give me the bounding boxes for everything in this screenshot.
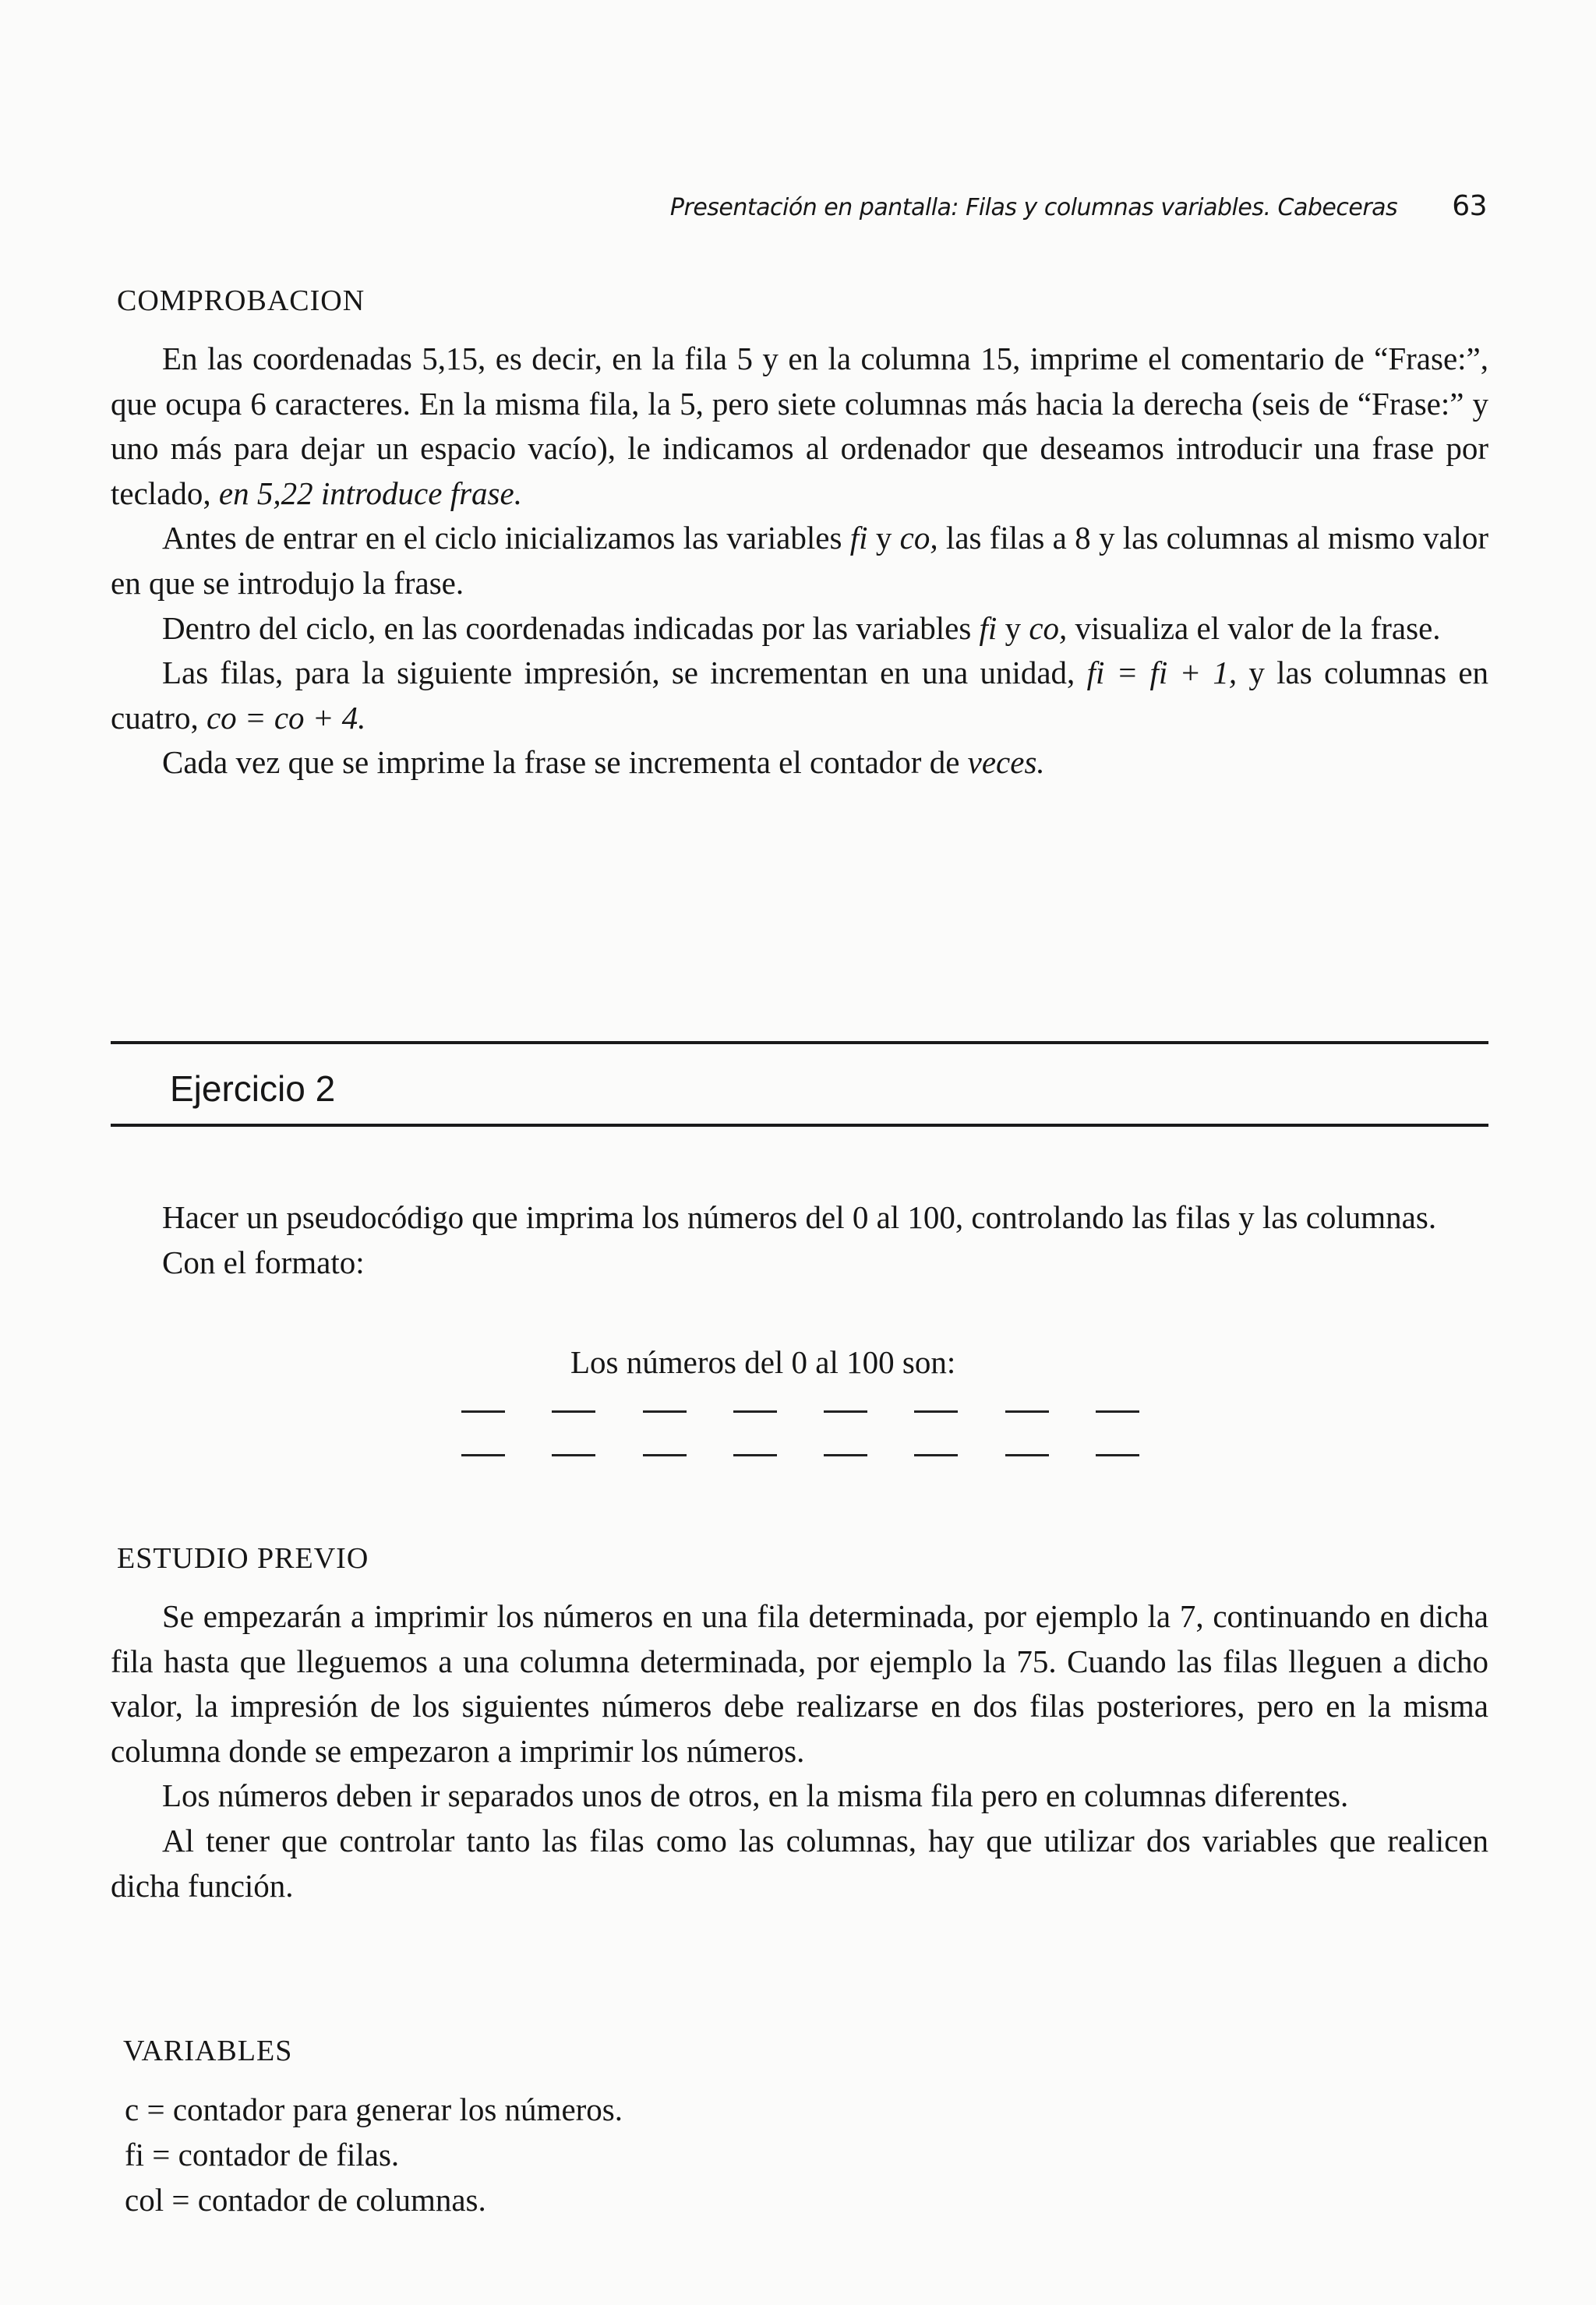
number-blank	[461, 1454, 505, 1456]
number-blank	[914, 1410, 958, 1413]
number-blank	[1096, 1454, 1139, 1456]
number-blank	[914, 1454, 958, 1456]
variable-item: fi = contador de filas.	[125, 2137, 400, 2173]
number-blank	[643, 1410, 687, 1413]
number-blank	[461, 1410, 505, 1413]
estudio-previo-heading: ESTUDIO PREVIO	[117, 1542, 369, 1575]
comprobacion-paragraph-1: En las coordenadas 5,15, es decir, en la fila 5 y en la columna 15, imprime el comentario de “Frase:”, que ocupa 6 caracteres. En la misma fila, la 5, pero siete columnas más hacia la derecha (seis de “Frase:” y uno más para dejar un espacio vacío), le indicamos al ordenador que deseamos introducir una frase por teclado, en 5,22 introduce frase.	[111, 341, 1488, 511]
number-blank	[643, 1454, 687, 1456]
number-blank	[824, 1410, 867, 1413]
page-number: 63	[1452, 190, 1487, 222]
number-blank	[1005, 1410, 1049, 1413]
estudio-paragraph-2: Los números deben ir separados unos de otros, en la misma fila pero en columnas diferentes.	[162, 1777, 1349, 1814]
number-blank	[733, 1454, 777, 1456]
format-title: Los números del 0 al 100 son:	[570, 1344, 956, 1380]
exercise-intro: Hacer un pseudocódigo que imprima los números del 0 al 100, controlando las filas y las columnas.	[162, 1199, 1437, 1235]
exercise-bottom-rule	[111, 1124, 1488, 1127]
exercise-title: Ejercicio 2	[170, 1068, 336, 1109]
estudio-paragraph-1: Se empezarán a imprimir los números en una fila determinada, por ejemplo la 7, continuando en dicha fila hasta que lleguemos a una columna determinada, por ejemplo la 75. Cuando las filas lleguen a dicho valor, la impresión de los siguientes números debe realizarse en dos filas posteriores, pero en la misma columna donde se empezaron a imprimir los números.	[111, 1598, 1488, 1769]
running-title: Presentación en pantalla: Filas y columnas variables. Cabeceras	[669, 194, 1398, 221]
number-blank	[733, 1410, 777, 1413]
number-blank	[1005, 1454, 1049, 1456]
estudio-paragraph-3: Al tener que controlar tanto las filas como las columnas, hay que utilizar dos variables que realicen dicha función.	[111, 1822, 1488, 1904]
number-blank	[1096, 1410, 1139, 1413]
estudio-previo-body	[111, 1594, 1488, 1908]
comprobacion-body	[111, 337, 1488, 785]
blank-row	[461, 1454, 1139, 1456]
comprobacion-paragraph-2: Antes de entrar en el ciclo inicializamos las variables fi y co, las filas a 8 y las columnas al mismo valor en que se introdujo la frase.	[111, 520, 1489, 601]
comprobacion-paragraph-5: Cada vez que se imprime la frase se incrementa el contador de veces.	[162, 744, 1045, 781]
running-header	[0, 190, 1487, 222]
blank-row	[461, 1410, 1139, 1413]
number-blank	[824, 1454, 867, 1456]
comprobacion-heading: COMPROBACION	[117, 284, 365, 317]
variables-list	[125, 2087, 623, 2222]
number-blank	[552, 1454, 595, 1456]
number-blank	[552, 1410, 595, 1413]
comprobacion-paragraph-4: Las filas, para la siguiente impresión, se incrementan en una unidad, fi = fi + 1, y las columnas en cuatro, co = co + 4.	[111, 655, 1489, 736]
exercise-top-rule	[111, 1041, 1488, 1044]
comprobacion-paragraph-3: Dentro del ciclo, en las coordenadas indicadas por las variables fi y co, visualiza el valor de la frase.	[162, 609, 1441, 646]
variable-item: c = contador para generar los números.	[125, 2091, 623, 2127]
exercise-body	[111, 1195, 1488, 1285]
variable-item: col = contador de columnas.	[125, 2182, 486, 2218]
exercise-format-label: Con el formato:	[162, 1244, 365, 1280]
variables-heading: VARIABLES	[123, 2035, 293, 2067]
